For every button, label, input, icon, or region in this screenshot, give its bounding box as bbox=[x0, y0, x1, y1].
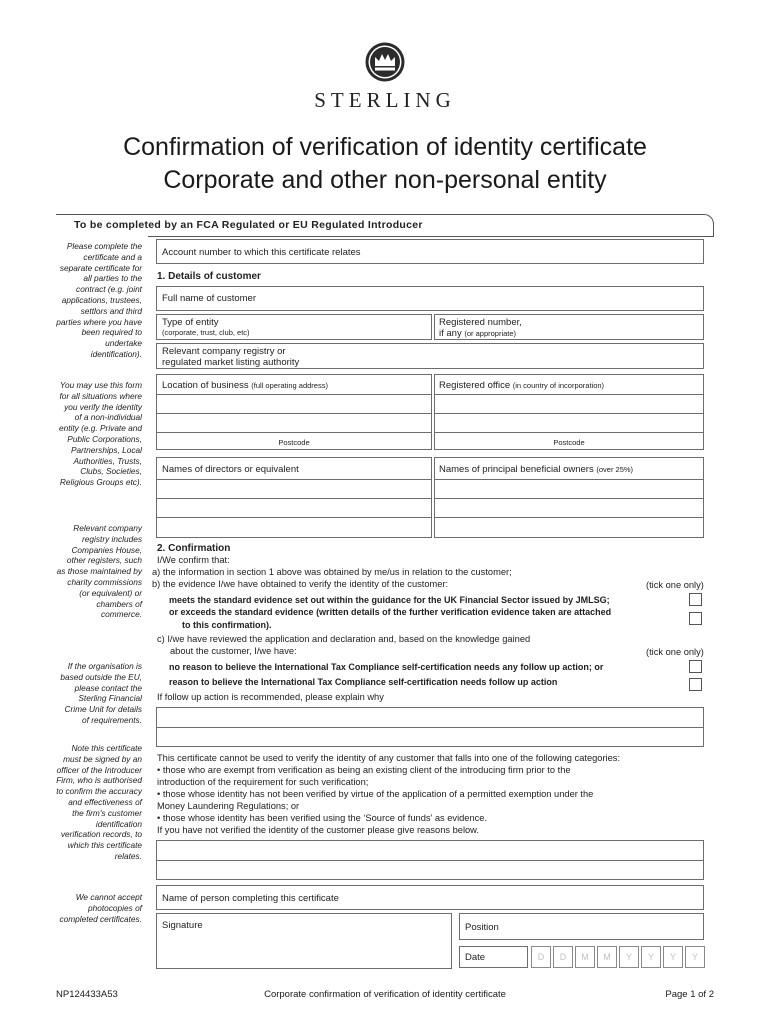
footer-title: Corporate confirmation of verification of identity certificate bbox=[264, 989, 506, 1000]
page-title: Confirmation of verification of identity certificate bbox=[123, 133, 647, 161]
footer-page-number: Page 1 of 2 bbox=[665, 989, 714, 1000]
company-registry-label-1: Relevant company registry or bbox=[162, 346, 286, 357]
exclusions-line-2: • those who are exempt from verification as being an existing client of the introducing firm prior to the bbox=[157, 765, 571, 775]
exclusions-line-1: This certificate cannot be used to verify the identity of any customer that falls into one of the following categories: bbox=[157, 753, 621, 763]
registered-office-hint: (in country of incorporation) bbox=[512, 381, 605, 390]
crown-in-circle-icon bbox=[364, 41, 406, 83]
exclusions-line-4: • those whose identity has not been verified by virtue of the application of a permitted exemption under the bbox=[157, 789, 594, 799]
confirm-c-option-2: reason to believe the International Tax Compliance self-certification needs follow up action bbox=[169, 677, 558, 687]
date-day-2[interactable]: D bbox=[553, 946, 573, 968]
confirm-c-1: c) I/we have reviewed the application and declaration and, based on the knowledge gained bbox=[157, 634, 531, 644]
follow-up-label: If follow up action is recommended, please explain why bbox=[157, 692, 384, 702]
exclusions-line-3: introduction of the requirement for such verification; bbox=[157, 777, 369, 787]
date-year-3[interactable]: Y bbox=[663, 946, 683, 968]
confirm-b-option-2a: or exceeds the standard evidence (written details of the further verification evidence taken are attached bbox=[169, 607, 612, 617]
owners-text: Names of principal beneficial owners bbox=[439, 464, 594, 475]
account-number-label: Account number to which this certificate relates bbox=[162, 247, 361, 258]
sidebar-note-5: Note this certificate must be signed by an officer of the Introducer Firm, who is authorised to confirm the accuracy and effectiveness of the firm's customer identification verification records, to which this certificate relates. bbox=[56, 743, 142, 861]
confirm-intro: I/We confirm that: bbox=[157, 555, 230, 565]
postcode-label-right: Postcode bbox=[553, 438, 585, 447]
postcode-label-left: Postcode bbox=[278, 438, 310, 447]
introducer-notice: To be completed by an FCA Regulated or EU Regulated Introducer bbox=[74, 219, 423, 231]
registered-office-label bbox=[439, 380, 604, 391]
registered-number-hint: (or appropriate) bbox=[464, 329, 517, 338]
registered-office-text: Registered office bbox=[439, 380, 511, 391]
page-subtitle: Corporate and other non-personal entity bbox=[163, 166, 607, 194]
date-year-2[interactable]: Y bbox=[641, 946, 661, 968]
brand-name: STERLING bbox=[314, 88, 456, 112]
sidebar-note-6: We cannot accept photocopies of completed certificates. bbox=[59, 892, 142, 924]
type-of-entity-hint: (corporate, trust, club, etc) bbox=[162, 328, 250, 337]
type-of-entity-label: Type of entity bbox=[162, 317, 219, 328]
date-year-4[interactable]: Y bbox=[685, 946, 705, 968]
exclusions-line-7: If you have not verified the identity of the customer please give reasons below. bbox=[157, 825, 479, 835]
registered-number-if-any: if any bbox=[439, 328, 462, 339]
exclusions-line-5: Money Laundering Regulations; or bbox=[157, 801, 300, 811]
full-name-label: Full name of customer bbox=[162, 293, 256, 304]
tick-one-only-1: (tick one only) bbox=[646, 580, 704, 590]
registered-number-label-2 bbox=[439, 328, 516, 339]
location-hint: (full operating address) bbox=[251, 381, 328, 390]
location-label: Location of business bbox=[162, 380, 249, 391]
completer-name-label: Name of person completing this certificate bbox=[162, 893, 339, 904]
confirm-a: a) the information in section 1 above was obtained by me/us in relation to the customer; bbox=[152, 567, 512, 577]
date-label: Date bbox=[465, 952, 486, 963]
beneficial-owners-label bbox=[439, 464, 633, 475]
date-year-1[interactable]: Y bbox=[619, 946, 639, 968]
section-2-heading: 2. Confirmation bbox=[157, 543, 231, 554]
registered-number-label: Registered number, bbox=[439, 317, 522, 328]
checkbox-no-follow-up[interactable] bbox=[689, 660, 702, 673]
sidebar-note-3: Relevant company registry includes Companies House, other registers, such as those maintained by charity commissions (or equivalent) or chambers of commerce. bbox=[56, 523, 142, 620]
form-frame-line bbox=[148, 236, 714, 237]
location-of-business-label bbox=[162, 380, 328, 391]
company-registry-label-2: regulated market listing authority bbox=[162, 357, 300, 368]
tick-one-only-2: (tick one only) bbox=[646, 647, 704, 657]
checkbox-exceeds-evidence[interactable] bbox=[689, 612, 702, 625]
exclusions-line-6: • those whose identity has been verified using the ‘Source of funds’ as evidence. bbox=[157, 813, 488, 823]
date-month-2[interactable]: M bbox=[597, 946, 617, 968]
sidebar-note-1: Please complete the certificate and a separate certificate for all parties to the contract (e.g. joint applications, trustees, settlors and third parties where you have been required to undertake identification). bbox=[56, 241, 142, 359]
confirm-b-option-1: meets the standard evidence set out within the guidance for the UK Financial Sector issued by JMLSG; bbox=[169, 595, 610, 605]
directors-label: Names of directors or equivalent bbox=[162, 464, 299, 475]
owners-hint: (over 25%) bbox=[596, 465, 634, 474]
date-day-1[interactable]: D bbox=[531, 946, 551, 968]
checkbox-standard-evidence[interactable] bbox=[689, 593, 702, 606]
footer-reference: NP124433A53 bbox=[56, 989, 118, 1000]
confirm-c-option-1: no reason to believe the International Tax Compliance self-certification needs any follow up action; or bbox=[169, 662, 604, 672]
confirm-c-2: about the customer, I/we have: bbox=[170, 646, 297, 656]
confirm-b: b) the evidence I/we have obtained to verify the identity of the customer: bbox=[152, 579, 449, 589]
checkbox-follow-up[interactable] bbox=[689, 678, 702, 691]
date-month-1[interactable]: M bbox=[575, 946, 595, 968]
confirm-b-option-2b: to this confirmation). bbox=[182, 620, 272, 630]
sidebar-note-4: If the organisation is based outside the EU, please contact the Sterling Financial Crime Unit for details of requirements. bbox=[60, 661, 142, 725]
signature-label: Signature bbox=[162, 920, 203, 931]
section-1-heading: 1. Details of customer bbox=[157, 271, 261, 282]
position-label: Position bbox=[465, 922, 499, 933]
sidebar-note-2: You may use this form for all situations where you verify the identity of a non-individual entity (e.g. Private and Public Corporations, Partnerships, Local Authorities, Trusts, Clubs, Societies, Religious Groups etc). bbox=[58, 380, 142, 488]
